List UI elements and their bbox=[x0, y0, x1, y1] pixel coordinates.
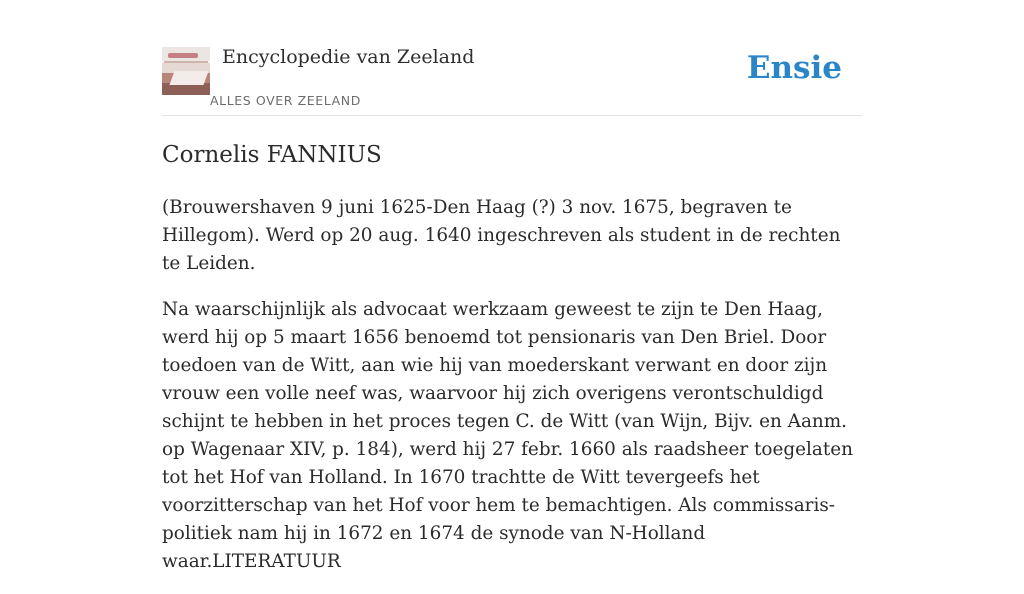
article-paragraph: Na waarschijnlijk als advocaat werkzaam geweest te zijn te Den Haag, werd hij op 5 maart 1656 benoemd tot pensionaris van Den Briel. Door toedoen van de Witt, aan wie hij van moederskant verwant en door zijn vrouw een volle neef was, waarvoor hij zich overigens verontschuldigd schijnt te hebben in het proces tegen C. de Witt (van Wijn, Bijv. en Aanm. op Wagenaar XIV, p. 184), werd hij 27 febr. 1660 als raadsheer toegelaten tot het Hof van Holland. In 1670 trachtte de Witt tevergeefs het voorzitterschap van het Hof voor hem te bemachtigen. Als commissaris-politiek nam hij in 1672 en 1674 de synode van N-Holland waar.LITERATUUR bbox=[162, 299, 853, 572]
avatar-book-page bbox=[169, 71, 208, 85]
brand-logo[interactable]: Ensie bbox=[746, 50, 842, 86]
article-title: Cornelis FANNIUS bbox=[162, 142, 382, 168]
site-title[interactable]: Encyclopedie van Zeeland bbox=[222, 46, 475, 68]
article-paragraph: (Brouwershaven 9 juni 1625-Den Haag (?) 3 nov. 1675, begraven te Hillegom). Werd op 20 aug. 1640 ingeschreven als student in de rechten te Leiden. bbox=[162, 197, 841, 274]
site-logo-avatar[interactable] bbox=[162, 47, 210, 95]
article bbox=[162, 138, 864, 594]
site-tagline: ALLES OVER ZEELAND bbox=[210, 93, 361, 108]
site-header bbox=[162, 0, 862, 116]
avatar-band bbox=[168, 53, 198, 58]
